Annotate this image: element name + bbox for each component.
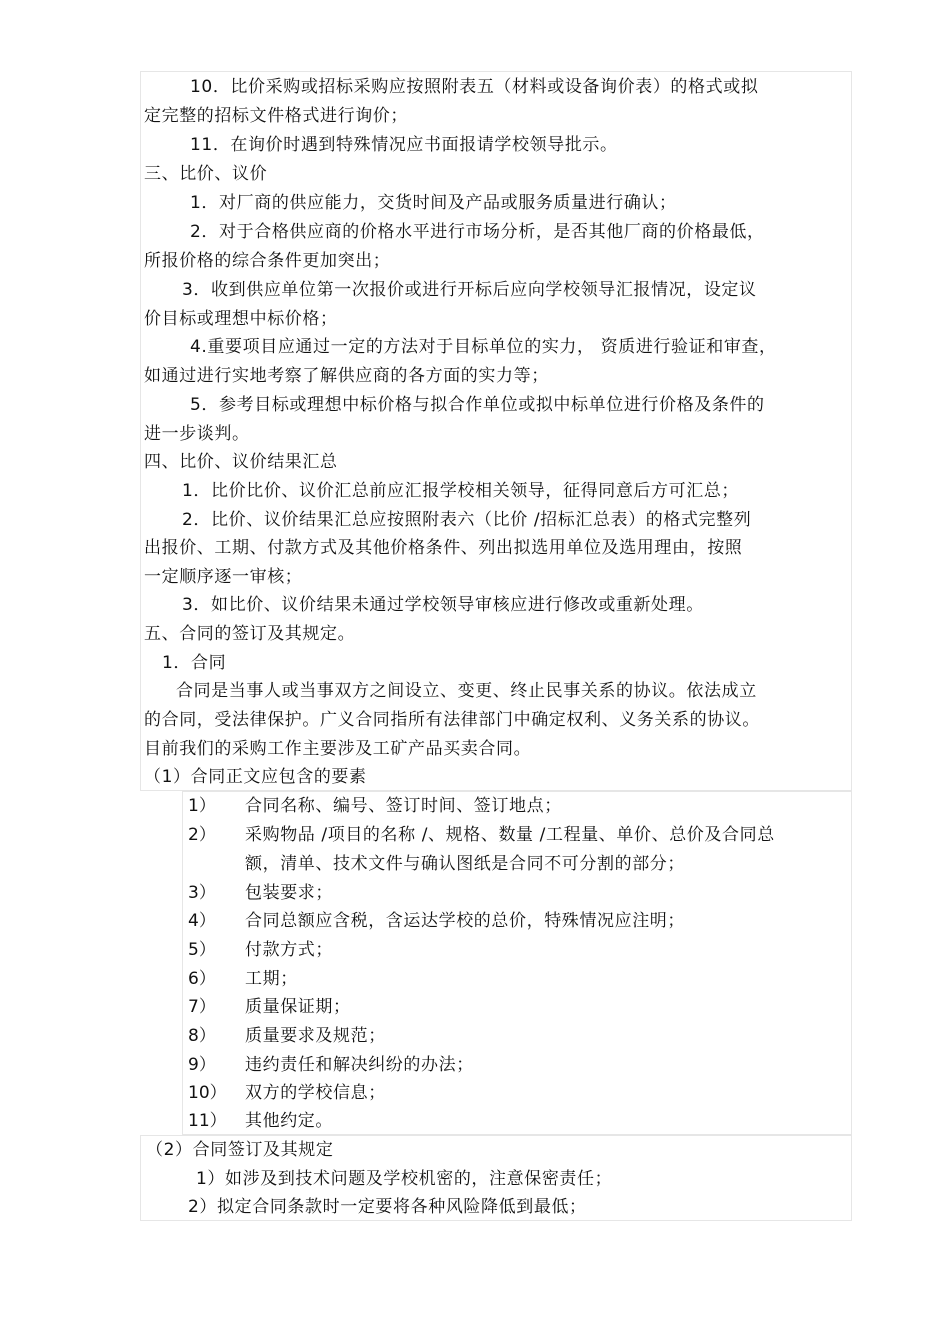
list-item-number: 9） (188, 1055, 216, 1075)
paragraph-line: 3．收到供应单位第一次报价或进行开标后应向学校领导汇报情况，设定议 (182, 280, 757, 300)
list-item-number: 8） (188, 1026, 216, 1046)
paragraph-line: 10．比价采购或招标采购应按照附表五（材料或设备询价表）的格式或拟 (190, 77, 759, 97)
paragraph-line: 一定顺序逐一审核； (144, 567, 303, 587)
list-item-number: 5） (188, 940, 216, 960)
paragraph-line: 1．比价比价、议价汇总前应汇报学校相关领导，征得同意后方可汇总； (182, 481, 740, 501)
list-item-number: 11） (188, 1111, 227, 1131)
paragraph-line: 3．如比价、议价结果未通过学校领导审核应进行修改或重新处理。 (182, 595, 704, 615)
paragraph-line: 如通过进行实地考察了解供应商的各方面的实力等； (144, 366, 549, 386)
list-item-number: 3） (188, 883, 216, 903)
subsection-heading: （1）合同正文应包含的要素 (144, 767, 367, 787)
paragraph-line: 合同是当事人或当事双方之间设立、变更、终止民事关系的协议。依法成立 (176, 681, 757, 701)
list-item-text: 质量要求及规范； (245, 1026, 386, 1046)
paragraph-line: 出报价、工期、付款方式及其他价格条件、列出拟选用单位及选用理由，按照 (144, 538, 743, 558)
subsection-heading: （2）合同签订及其规定 (146, 1140, 334, 1160)
list-item-number: 10） (188, 1083, 227, 1103)
paragraph-line: 11．在询价时遇到特殊情况应书面报请学校领导批示。 (190, 135, 618, 155)
paragraph-line: 价目标或理想中标价格； (144, 309, 338, 329)
list-item-number: 7） (188, 997, 216, 1017)
paragraph-line: 2．对于合格供应商的价格水平进行市场分析，是否其他厂商的价格最低， (190, 222, 765, 242)
list-item-number: 2） (188, 825, 216, 845)
list-item-text: 合同总额应含税，含运达学校的总价，特殊情况应注明； (245, 911, 685, 931)
list-item-text: 双方的学校信息； (245, 1083, 386, 1103)
list-item-text: 包装要求； (245, 883, 333, 903)
paragraph-line: 目前我们的采购工作主要涉及工矿产品买卖合同。 (144, 739, 532, 759)
subsection-heading: 1．合同 (162, 653, 227, 673)
section-heading: 三、比价、议价 (144, 164, 268, 184)
list-item-text: 额，清单、技术文件与确认图纸是合同不可分割的部分； (245, 854, 685, 874)
paragraph-line: 所报价格的综合条件更加突出； (144, 251, 391, 271)
list-item-text: 其他约定。 (245, 1111, 333, 1131)
list-item-number: 6） (188, 969, 216, 989)
paragraph-line: 2）拟定合同条款时一定要将各种风险降低到最低； (188, 1197, 587, 1217)
paragraph-line: 1）如涉及到技术问题及学校机密的，注意保密责任； (196, 1169, 613, 1189)
paragraph-line: 2．比价、议价结果汇总应按照附表六（比价 /招标汇总表）的格式完整列 (182, 510, 752, 530)
list-item-number: 4） (188, 911, 216, 931)
list-item-text: 违约责任和解决纠纷的办法； (245, 1055, 474, 1075)
list-item-text: 质量保证期； (245, 997, 351, 1017)
list-item-number: 1） (188, 796, 216, 816)
list-item-text: 工期； (245, 969, 298, 989)
list-item-text: 付款方式； (245, 940, 333, 960)
paragraph-line: 4.重要项目应通过一定的方法对于目标单位的实力， 资质进行验证和审查， (190, 337, 777, 357)
section-heading: 五、合同的签订及其规定。 (144, 624, 356, 644)
paragraph-line: 进一步谈判。 (144, 424, 250, 444)
section-heading: 四、比价、议价结果汇总 (144, 452, 338, 472)
list-item-text: 采购物品 /项目的名称 /、规格、数量 /工程量、单价、总价及合同总 (245, 825, 775, 845)
list-item-text: 合同名称、编号、签订时间、签订地点； (245, 796, 562, 816)
paragraph-line: 1．对厂商的供应能力，交货时间及产品或服务质量进行确认； (190, 193, 677, 213)
paragraph-line: 定完整的招标文件格式进行询价； (144, 106, 408, 126)
paragraph-line: 的合同，受法律保护。广义合同指所有法律部门中确定权利、义务关系的协议。 (144, 710, 760, 730)
paragraph-line: 5．参考目标或理想中标价格与拟合作单位或拟中标单位进行价格及条件的 (190, 395, 765, 415)
